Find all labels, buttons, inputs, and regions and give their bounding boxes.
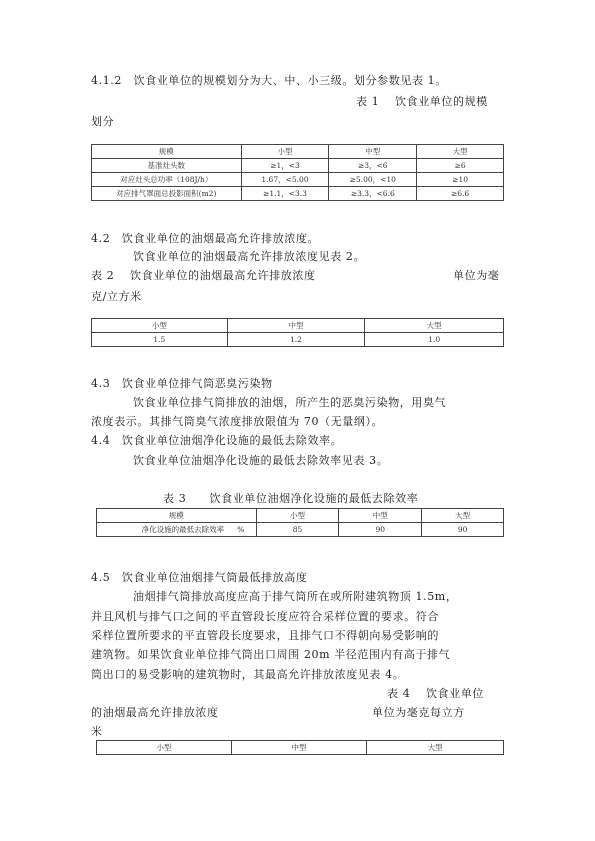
table-header-cell: 中型: [329, 145, 417, 159]
table-cell: 1.2: [227, 333, 365, 347]
table4-caption: 表 4 饮食业单位: [387, 687, 484, 700]
section-4-2-title: 4.2 饮食业单位的油烟最高允许排放浓度。: [91, 232, 320, 245]
section-4-2-body: 饮食业单位的油烟最高允许排放浓度见表 2。: [133, 250, 366, 263]
table4-unit: 单位为毫克每立方: [372, 706, 465, 719]
table-header-cell: 小型: [97, 741, 232, 755]
table-cell: 90: [422, 523, 504, 537]
table-header-row: [97, 741, 504, 755]
table-cell: ≥6: [417, 159, 504, 173]
table2-unit-cont: 克/立方米: [91, 290, 142, 303]
table-cell: ≥3，<6: [329, 159, 417, 173]
table-header-row: [92, 319, 504, 333]
table-cell: ≥10: [417, 173, 504, 187]
table-header-cell: 中型: [339, 509, 422, 523]
table-1-scale: [91, 144, 504, 201]
table-cell: ≥1.1，<3.3: [241, 187, 329, 201]
section-4-3-body: 饮食业单位排气筒排放的油烟，所产生的恶臭污染物，用臭气: [133, 396, 447, 409]
table-cell: ≥5.00，<10: [329, 173, 417, 187]
table-row: [92, 333, 504, 347]
section-4-5-line: 油烟排气筒排放高度应高于排气筒所在或所附建筑物顶 1.5m，: [133, 590, 458, 603]
table-header-cell: 小型: [241, 145, 329, 159]
table-header-cell: 中型: [231, 741, 367, 755]
table-row: [92, 173, 504, 187]
table1-caption-cont: 划分: [91, 115, 115, 128]
paragraph-4-1-2: 4.1.2 饮食业单位的规模划分为大、中、小三级。划分参数见表 1。: [91, 74, 447, 87]
table-cell: 基准灶头数: [92, 159, 242, 173]
table-3-removal-efficiency: [96, 508, 504, 537]
table-cell: 90: [339, 523, 422, 537]
table-row: [92, 187, 504, 201]
table-header-cell: 大型: [365, 319, 504, 333]
table-cell: ≥3.3，<6.6: [329, 187, 417, 201]
table-header-cell: 小型: [92, 319, 228, 333]
table1-caption: 表 1 饮食业单位的规模: [356, 95, 488, 108]
table-cell: ≥1，<3: [241, 159, 329, 173]
table-cell: 85: [256, 523, 339, 537]
table-header-cell: 规模: [92, 145, 242, 159]
table-row: [97, 523, 504, 537]
table-header-cell: 大型: [367, 741, 504, 755]
table4-unit-cont: 米: [91, 725, 103, 738]
table-header-cell: 大型: [422, 509, 504, 523]
table-header-cell: 大型: [417, 145, 504, 159]
section-4-4-title: 4.4 饮食业单位油烟净化设施的最低去除效率。: [91, 434, 343, 447]
table-header-row: [92, 145, 504, 159]
table-cell: 1.67，<5.00: [241, 173, 329, 187]
table-row: [92, 159, 504, 173]
table-header-row: [97, 509, 504, 523]
section-4-5-line: 并且风机与排气口之间的平直管段长度应符合采样位置的要求。符合: [91, 610, 439, 623]
table-header-cell: 小型: [256, 509, 339, 523]
table-cell: 对应灶头总功率（108J/h）: [92, 173, 242, 187]
section-4-5-title: 4.5 饮食业单位油烟排气筒最低排放高度: [91, 571, 308, 584]
table-cell: 1.5: [92, 333, 228, 347]
section-4-5-line: 采样位置所要求的平直管段长度要求，且排气口不得朝向易受影响的: [91, 629, 439, 642]
section-4-3-title: 4.3 饮食业单位排气筒恶臭污染物: [91, 377, 273, 390]
table-4-max-concentration: [96, 740, 504, 755]
section-4-4-body: 饮食业单位油烟净化设施的最低去除效率见表 3。: [133, 454, 389, 467]
table4-caption-cont: 的油烟最高允许排放浓度: [91, 706, 219, 719]
section-4-5-line: 筒出口的易受影响的建筑物时，其最高允许排放浓度见表 4。: [91, 668, 405, 681]
table-cell: 对应排气罩面总投影面积(m2): [92, 187, 242, 201]
table-cell-unit: %: [226, 523, 256, 537]
table-header-cell: 规模: [97, 509, 257, 523]
section-4-3-body-cont: 浓度表示。其排气筒臭气浓度排放限值为 70（无量纲）。: [91, 415, 384, 428]
table-cell: 净化设施的最低去除效率: [97, 523, 227, 537]
section-4-5-line: 建筑物。如果饮食业单位排气筒出口周围 20m 半径范围内有高于排气: [91, 648, 451, 661]
table-cell: ≥6.6: [417, 187, 504, 201]
table-cell: 1.0: [365, 333, 504, 347]
table2-unit: 单位为毫: [453, 269, 500, 282]
table-header-cell: 中型: [227, 319, 365, 333]
table-2-max-concentration: [91, 318, 504, 347]
table3-caption: 表 3 饮食业单位油烟净化设施的最低去除效率: [163, 492, 419, 505]
table2-caption: 表 2 饮食业单位的油烟最高允许排放浓度: [91, 269, 316, 282]
